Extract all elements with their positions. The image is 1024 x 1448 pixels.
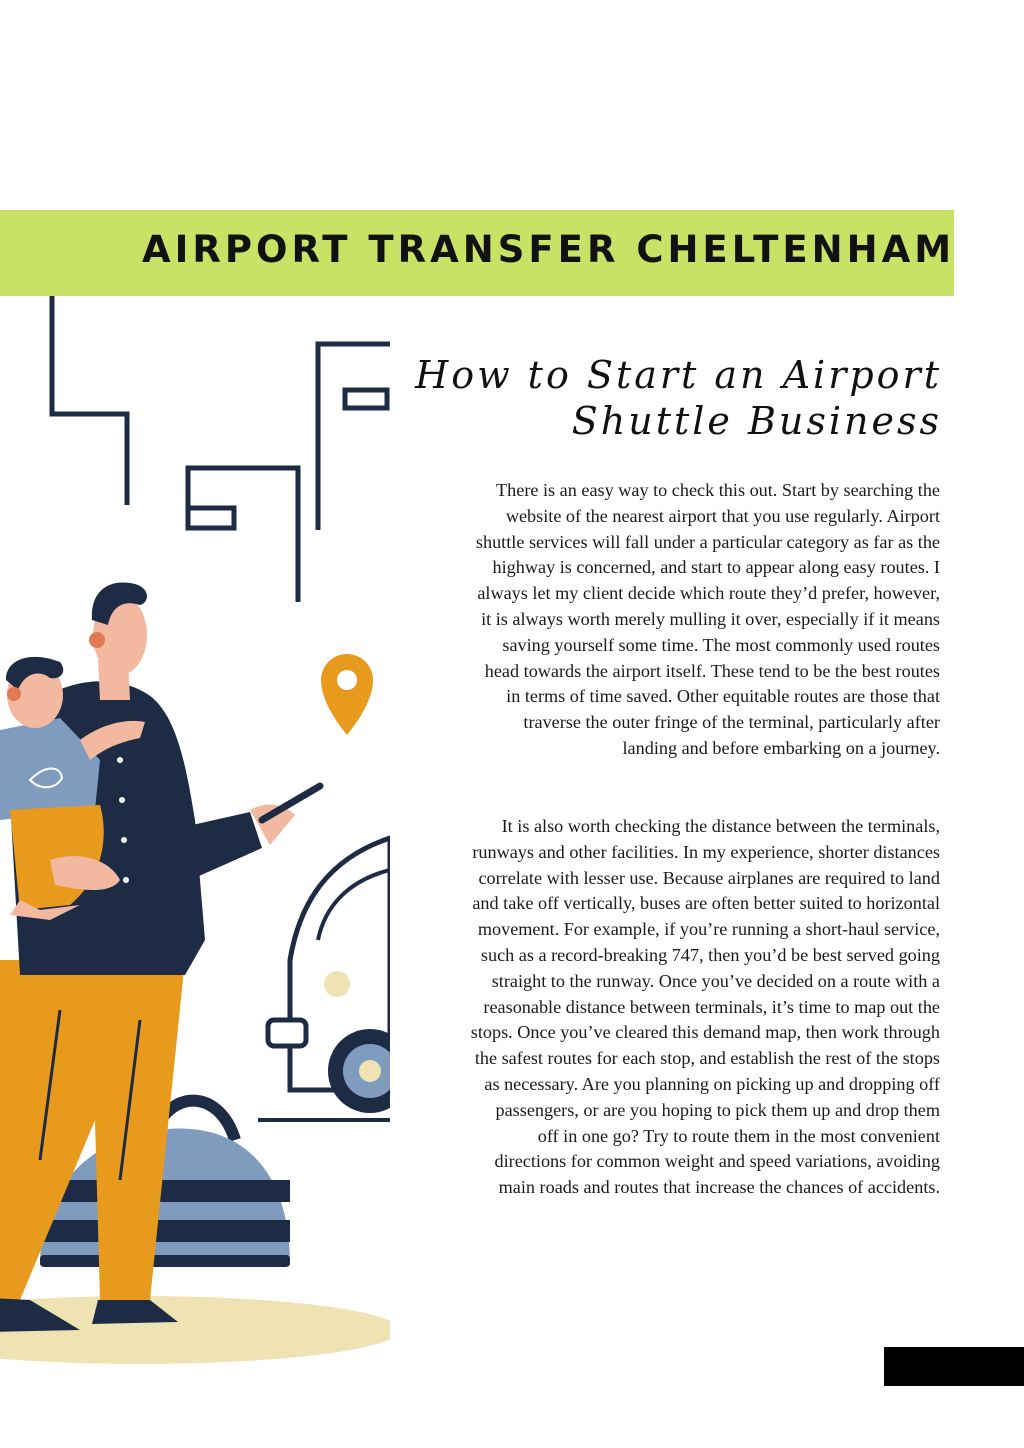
city-buildings-icon (52, 296, 390, 602)
article-paragraph-1: There is an easy way to check this out. Start by searching the website of the nearest airport that you use regularly. Airport shuttle services will fall under a particular category as far as the highway is concerned, and start to appear along easy routes. I always let my client decide which route they’d prefer, however, it is always worth merely mulling it over, especially if it means saving yourself some time. The most commonly used routes head towards the airport itself. These tend to be the best routes in terms of time saved. Other equitable routes are those that traverse the outer fringe of the terminal, particularly after landing and before embarking on a journey. (475, 480, 940, 758)
father-child-illustration (0, 296, 390, 1376)
banner-title: AIRPORT TRANSFER CHELTENHAM (142, 228, 956, 271)
location-pin-icon (321, 654, 373, 735)
article-heading (400, 352, 942, 444)
car-icon (258, 838, 390, 1120)
article-heading-text: How to Start an Airport Shuttle Business (415, 353, 942, 443)
article-paragraph-2: It is also worth checking the distance between the terminals, runways and other facilities. In my experience, shorter distances correlate with lesser use. Because airplanes are required to land and take off vertically, buses are often better suited to horizontal movement. For example, if you’re running a short-haul service, such as a record-breaking 747, then you’d be best served going straight to the runway. Once you’ve decided on a route with a reasonable distance between terminals, it’s time to map out the stops. Once you’ve cleared this demand map, then work through the safest routes for each stop, and establish the rest of the stops as necessary. Are you planning on picking up and dropping off passengers, or are you hoping to pick them up and drop them off in one go? Try to route them in the most convenient directions for common weight and speed variations, avoiding main roads and routes that increase the chances of accidents. (470, 816, 940, 1198)
page-corner-block (884, 1347, 1024, 1386)
